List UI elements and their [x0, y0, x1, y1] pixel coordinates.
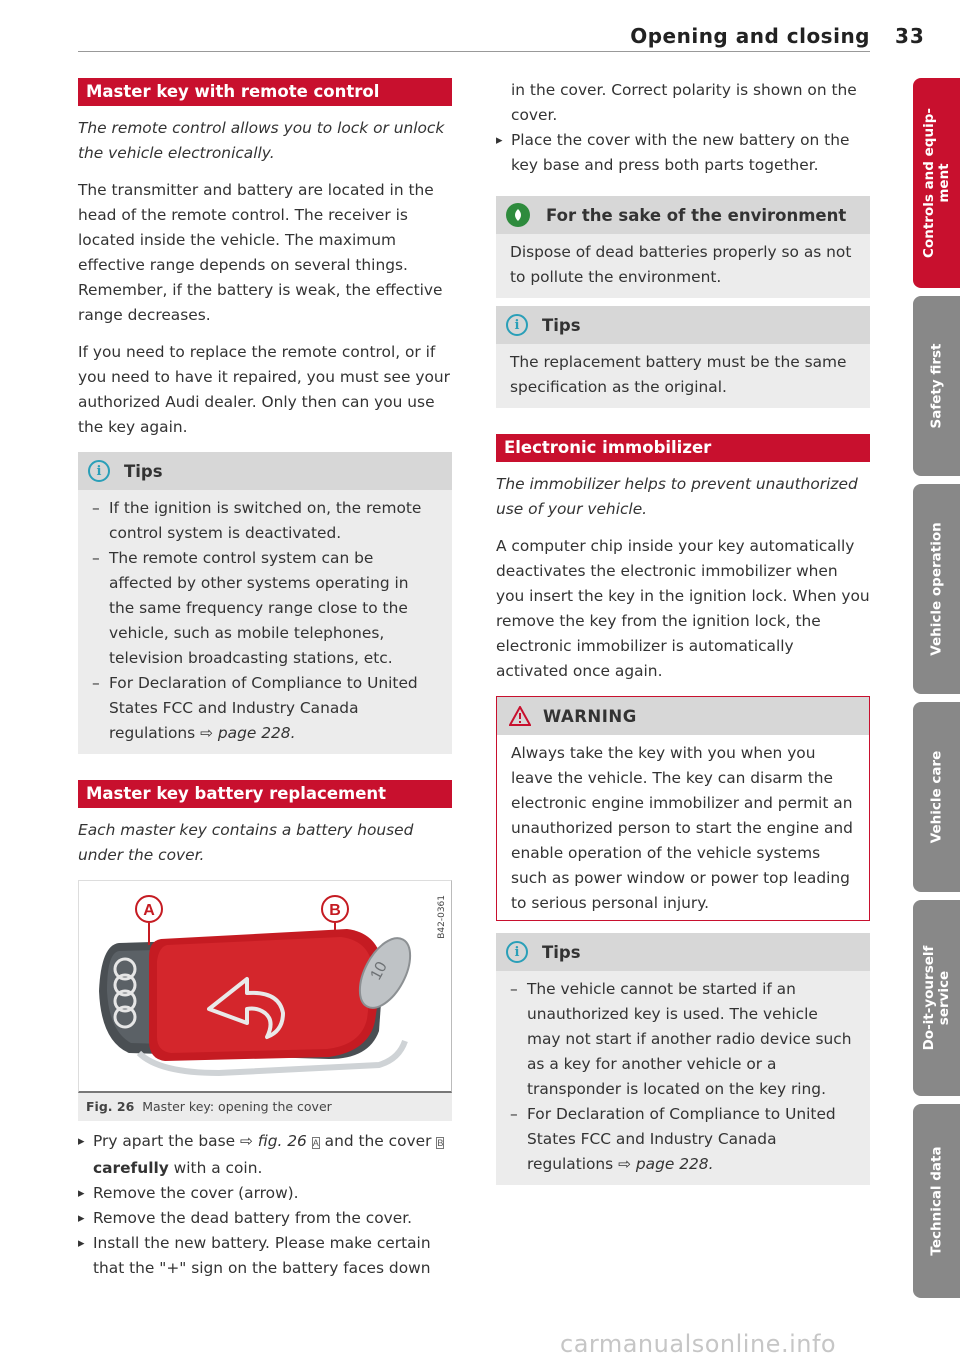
- callout-a-label: A: [143, 902, 155, 919]
- tips-header: [496, 306, 870, 344]
- list-item: – For Declaration of Compliance to United States FCC and Industry Canada regulations ⇨ page 228.: [510, 1102, 856, 1177]
- section-heading-battery-replacement: Master key battery replacement: [78, 780, 452, 808]
- step-item: ▸ Place the cover with the new battery on the key base and press both parts together.: [496, 128, 870, 178]
- tips-box: [496, 933, 870, 1185]
- section-intro: The remote control allows you to lock or unlock the vehicle electronically.: [78, 119, 445, 162]
- tab-do-it-yourself-service[interactable]: Do-it-yourself service: [913, 900, 960, 1096]
- step-item: ▸ Remove the cover (arrow).: [78, 1181, 452, 1206]
- page-reference-link[interactable]: ⇨ page 228.: [618, 1155, 714, 1173]
- list-item: – The remote control system can be affected by other systems operating in the same frequency range close to the vehicle, such as mobile telephones, television broadcasting stations, etc.: [92, 546, 438, 671]
- environment-body: Dispose of dead batteries properly so as not to pollute the environment.: [510, 243, 852, 286]
- list-item: – For Declaration of Compliance to United States FCC and Industry Canada regulations ⇨ page 228.: [92, 671, 438, 746]
- tab-vehicle-care[interactable]: Vehicle care: [913, 702, 960, 892]
- tab-safety-first[interactable]: Safety first: [913, 296, 960, 476]
- list-item: – The vehicle cannot be started if an unauthorized key is used. The vehicle may not start if another radio device such as a key for another vehicle or a transponder is located on the key ring.: [510, 977, 856, 1102]
- step-continuation: in the cover. Correct polarity is shown on the cover.: [511, 81, 857, 124]
- warning-body: Always take the key with you when you leave the vehicle. The key can disarm the electronic engine immobilizer and permit an unauthorized person to start the engine and enable operation of the vehicle systems such as power window or power top leading to serious personal injury.: [511, 744, 853, 912]
- tips-list: [92, 496, 438, 746]
- header-divider: [78, 51, 870, 52]
- tips-box: [496, 306, 870, 408]
- leaf-icon: [506, 203, 530, 227]
- section-intro: The immobilizer helps to prevent unauthorized use of your vehicle.: [496, 475, 858, 518]
- figure-26: [78, 880, 452, 1121]
- tips-body: The replacement battery must be the same specification as the original.: [510, 353, 847, 396]
- info-icon: i: [88, 460, 110, 482]
- tips-title: Tips: [542, 315, 581, 335]
- tips-header: [78, 452, 452, 490]
- tips-title: Tips: [542, 942, 581, 962]
- left-column: [78, 78, 452, 1281]
- tab-vehicle-operation[interactable]: Vehicle operation: [913, 484, 960, 694]
- callout-b-marker: B: [437, 1138, 444, 1148]
- warning-box: [496, 696, 870, 921]
- step-item: ▸ Pry apart the base ⇨ fig. 26 A and the cover B carefully with a coin.: [78, 1129, 452, 1181]
- paragraph: A computer chip inside your key automatically deactivates the electronic immobilizer when you insert the key in the ignition lock. When you remove the key from the ignition lock, the electronic immobilizer is automatically activated once again.: [496, 537, 870, 680]
- section-intro: Each master key contains a battery housed under the cover.: [78, 821, 414, 864]
- figure-reference-link[interactable]: ⇨ fig. 26: [239, 1132, 307, 1150]
- tab-technical-data[interactable]: Technical data: [913, 1104, 960, 1298]
- tab-controls-and-equipment[interactable]: Controls and equip- ment: [913, 78, 960, 288]
- info-icon: i: [506, 941, 528, 963]
- section-heading-immobilizer: Electronic immobilizer: [496, 434, 870, 462]
- callout-a-marker: A: [312, 1138, 319, 1148]
- tips-header: [496, 933, 870, 971]
- step-item: ▸ Remove the dead battery from the cover.: [78, 1206, 452, 1231]
- callout-b-label: B: [329, 902, 341, 919]
- figure-code: B42-0361: [437, 895, 447, 939]
- figure-image: [78, 880, 452, 1093]
- right-column: [496, 78, 870, 1185]
- environment-box: [496, 196, 870, 298]
- warning-title: WARNING: [543, 706, 637, 726]
- info-icon: i: [506, 314, 528, 336]
- page-reference-link[interactable]: ⇨ page 228.: [200, 724, 296, 742]
- coin-text: 10: [367, 959, 391, 983]
- warning-header: [497, 697, 869, 735]
- step-item: ▸ Install the new battery. Please make certain that the "+" sign on the battery faces down: [78, 1231, 452, 1281]
- paragraph: The transmitter and battery are located in the head of the remote control. The receiver is located inside the vehicle. The maximum effective range depends on several things. Remember, if the battery is weak, the effective range decreases.: [78, 181, 443, 324]
- watermark: carmanualsonline.info: [560, 1330, 837, 1358]
- figure-number: Fig. 26: [86, 1099, 135, 1114]
- environment-title: For the sake of the environment: [546, 205, 847, 225]
- tips-box: [78, 452, 452, 754]
- key-illustration: [79, 881, 451, 1091]
- list-item: – If the ignition is switched on, the remote control system is deactivated.: [92, 496, 438, 546]
- tips-title: Tips: [124, 461, 163, 481]
- chapter-title: Opening and closing: [630, 24, 870, 48]
- figure-caption-text: Master key: opening the cover: [142, 1099, 332, 1114]
- page-number: 33: [895, 24, 925, 48]
- tips-list: [510, 977, 856, 1177]
- paragraph: If you need to replace the remote control, or if you need to have it repaired, you must see your authorized Audi dealer. Only then can you use the key again.: [78, 343, 450, 436]
- environment-header: [496, 196, 870, 234]
- section-heading-master-key-remote: Master key with remote control: [78, 78, 452, 106]
- figure-caption: [78, 1093, 452, 1121]
- warning-triangle-icon: [509, 706, 531, 726]
